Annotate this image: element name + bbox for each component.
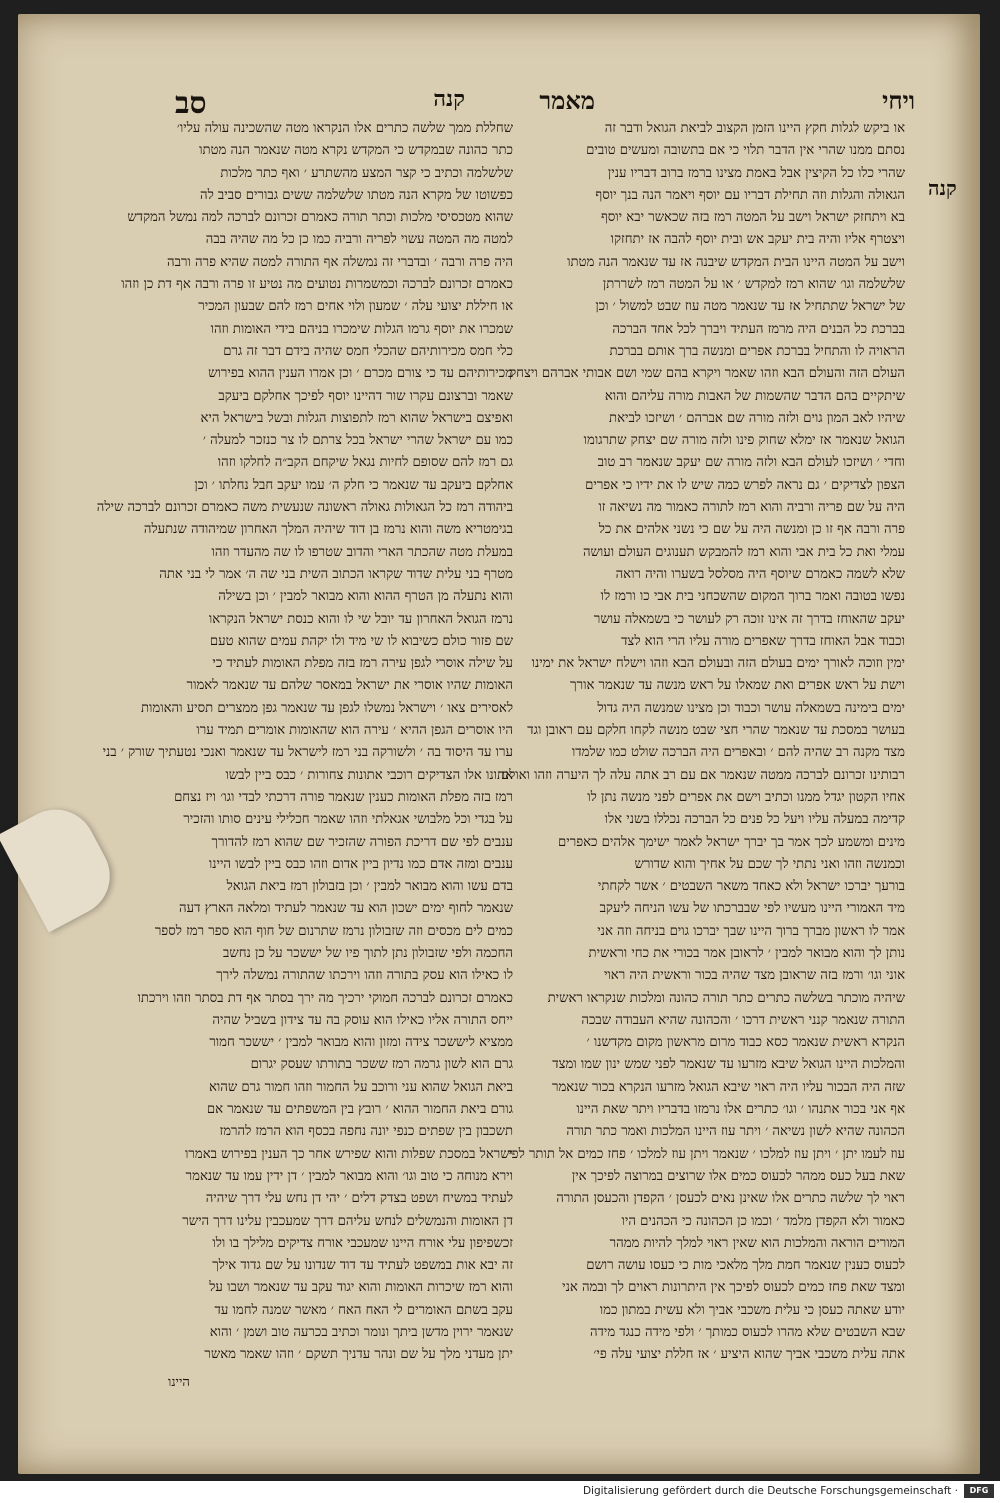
text-line: אתה עלית משכבי אביך שהוא היציע ׳ אז חללת יצועי עלה פי׳: [593, 1347, 905, 1363]
text-line: זה יבא אות במשפט לעתיד עד דוד שנדונו על שם גדוד אילך: [212, 1258, 513, 1274]
text-line: שאמר וברצונם עקרו שור דהיינו יוסף לפיכך אחלקם ביעקב: [218, 388, 513, 404]
catchword: היינו: [168, 1375, 190, 1390]
text-line: או חיללת יצועי עלה ׳ שמעון ולוי אחים רמז להם שבעון המכיר: [198, 299, 513, 315]
text-line: ואפיצם בישראל שהוא רמז לתפוצות הגלות ובשל בישראל היא: [200, 410, 513, 426]
text-line: תשכבון בין שפתים כנפי יונה נחפה בכסף הוא הרמז להרמז: [219, 1124, 513, 1140]
text-line: ראוי לך שלשה כתרים אלו שאינן נאים לכעסן ׳ הקפדן והכעסן התורה: [556, 1191, 905, 1207]
text-line: נותן לך והוא מבואר למבין ׳ לראובן אמר בכורי את כחי וראשית: [588, 945, 905, 961]
text-line: גרם הוא לשון גרמה רמז ששכר בתורתו שעסק יגרום: [250, 1057, 513, 1073]
margin-note: קנה: [928, 176, 957, 200]
text-line: כמו עם ישראל שהרי ישראל בכל צרתם לו צר כנזכר למעלה ׳: [202, 433, 513, 449]
text-line: עקב בשתם האומרים לי האח האח ׳ מאשר שמנה לחמו עד: [214, 1302, 513, 1318]
text-line: לאסירים צאו ׳ וישראל נמשלו לגפן עד שנאמר גפן ממצרים תסיע והאומות: [141, 700, 513, 716]
text-line: הנקרא ראשית שנאמר כסא כבוד מרום מראשון מקום מקדשנו ׳: [586, 1035, 905, 1051]
text-line: בדם עשו והוא מבואר למבין ׳ וכן בזבולון רמז ביאת הגואל: [226, 879, 513, 895]
text-line: נרמז הגואל האחרון עד יובל שי לו והוא כנסת ישראל הנקראו: [208, 611, 513, 627]
text-line: עוז לעמו יתן ׳ ויתן עוז למלכו ׳ שנאמר ויתן עוז למלכו ׳ פחז כמים אל תותר לפי: [508, 1146, 905, 1162]
text-line: יודע שאתה כעסן כי עלית משכבי אביך ולא עשית במתון כמו: [599, 1302, 905, 1318]
text-line: שיתקיים בהם הדבר שהשמות של האבות מורה עליהם והוא: [604, 388, 905, 404]
text-line: כאמרם זכרונם לברכה חמוקי ירכיך מה ירך בסתר אף דת בסתר וזהו וירכתו: [137, 990, 513, 1006]
text-line: עמלי ואת כל בית אבי והוא רמז להמבקש תענוגים העולם ועושה: [582, 544, 905, 560]
text-line: ייחס התורה אליו כאילו הוא עוסק בה עד צידון בשביל שהיה: [212, 1012, 513, 1028]
text-line: רבותינו זכרונם לברכה ממטה שנאמר אם עם רב אתה עלה לך היערה וזהו ואולם: [500, 767, 905, 783]
text-line: וכבוד אבל האוחז בדרך שאפרים מורה עליו הרי הוא לצד: [621, 633, 905, 649]
text-line: יעקב שהאוחז בדרך זה אינו זוכה רק לעושר כי בשמאלה עושר: [593, 611, 905, 627]
bookmark-tab: [0, 795, 124, 932]
text-line: כמים לים מכסים וזה שזבולון נרמז שתרנום של חוף הוא ספר רמז לספר: [154, 923, 513, 939]
text-line: מיד האמורי היינו מעשיו לפי שבברכתו של עשו הניחה ליעקב: [599, 901, 905, 917]
text-line: פרה ורבה אף זו כן ומנשה היה על שם כי נשני אלהים את כל: [598, 522, 905, 538]
text-line: או ביקש לגלות חקץ היינו הזמן הקצוב לביאת הגואל ודבר זה: [604, 121, 905, 136]
footer-bar: [0, 1481, 1000, 1503]
running-head-left: קנה: [433, 86, 465, 112]
text-line: כפשוטו של מקרא הנה מטתו שלשלמה ששים גבורים סביב לה: [199, 187, 513, 203]
text-line: והמלכות היינו הגואל שיבא מזרעו עד שנאמר לפני שמש ינון שמו ומצד: [552, 1057, 905, 1073]
text-line: וישב על המטה היינו הבית המקדש שיבנה אז עד שנאמר הנה מטתו: [567, 254, 905, 270]
text-line: שאת בעל כעס ממהר לכעוס כמים אלו שרוצים במרוצה לפיכך אין: [571, 1168, 905, 1184]
text-line: מטרף בני עלית שדוד שקראו הכתוב השית בני שה ה׳ אמר לי בני אתה: [159, 566, 513, 582]
text-line: אף אני בכור אתנהו ׳ וגו׳ כתרים אלו נרמזו בדבריו ויתר שאת היינו: [576, 1102, 905, 1118]
text-line: שבא השבטים שלא מהרו לכעוס כמותך ׳ ולפי מידה כנגד מידה: [589, 1325, 905, 1341]
text-line: של ישראל שתתחיל אז עד שנאמר מטה עוז שבט למשול ׳ וכן: [595, 299, 905, 315]
text-line: שיהיה מוכתר בשלשה כתרים כתר תורה כהונה ומלכות שנקראו ראשית: [547, 990, 905, 1006]
text-line: אחיו הקטון יגדל ממנו וכתיב וישם את אפרים לפני מנשה נתן לו: [587, 789, 905, 805]
text-line: דן האומות והנמשלים לנחש עליהם דרך שמעכבין עלינו דרך הישר: [182, 1213, 513, 1229]
text-line: ומצד שאת פחז כמים לכעוס לפיכך אין היתרונות ראוים לך ובמה אני: [562, 1280, 905, 1296]
text-line: שלשלמה וכתיב כי קצר המצע מהשתרע ׳ ואף כתר מלכות: [220, 165, 513, 181]
text-line: והוא רמז שיכרות האומות והוא יגוד עקב עד שנאמר ושבו על: [209, 1280, 513, 1296]
text-line: במעלת מטה שהכתר הארי והדוב שטרפו לו שה מהעדר וזהו: [211, 544, 513, 560]
text-line: קדימה במעלה עליו ויעל כל פנים כל הברכה נכללו בשני אלו: [604, 812, 905, 828]
text-line: שחללת ממך שלשה כתרים אלו הנקראו מטה שהשכינה עולה עליו׳: [176, 121, 513, 136]
text-line: כתר כהונה שבמקדש כי המקדש נקרא מטה שנאמר הנה מטתו: [199, 143, 513, 159]
text-line: גם רמז להם שסופם לחיות נגאל שיקחם הקב״ה לחלקו וזהו: [217, 455, 513, 471]
text-line: מצד מקנה רב שהיה להם ׳ ובאפרים היה הברכה שולט כמו שלמדו: [571, 745, 905, 761]
text-line: ביאת הגואל שהוא עני ורוכב על החמור וזהו חמור גרם שהוא: [209, 1079, 513, 1095]
text-line: שלא לשמה כאמרם שיוסף היה מסלסל בשערו והיה רואה: [615, 566, 905, 582]
text-line: ביהודה רמז כל הגאולות גאולה ראשונה שנעשית משה כאמרם זכרונם לברכה שילה: [96, 500, 513, 516]
text-line: המורים הוראה והמלכות הוא שאין ראוי למלך להיות ממהר: [609, 1235, 905, 1251]
text-line: על שילה אוסרי לגפן עירה רמז בזה מפלת האומות לעתיד כי: [212, 656, 513, 672]
text-line: בברכת כל הבנים היה מרמז העתיד ויברך לכל אחד הברכה: [612, 321, 905, 337]
text-line: שזה היה הבכור עליו היה ראוי שיבא הגואל מזרעו הנקרא בכור שנאמר: [552, 1079, 905, 1095]
text-line: שלשלמה וגו׳ שהוא רמז למקדש ׳ או על המטה רמז לשררתן: [602, 277, 905, 293]
text-line: ערו עד היסוד בה ׳ ולשורקה בני רמז לישראל עד שנאמר ואנכי נטעתיך שורק ׳ בני: [102, 745, 513, 761]
funding-credit: Digitalisierung gefördert durch die Deutsche Forschungsgemeinschaft ·: [582, 1485, 958, 1497]
running-head-right: ויחי: [882, 86, 915, 115]
text-line: אוני וגו׳ ורמז בזה שראובן מצד שהיה בכור וראשית היה ראוי: [603, 968, 905, 984]
page-header: [175, 86, 915, 120]
text-line: וירא מנוחה כי טוב וגו׳ והוא מבואר למבין ׳ דן ידין עמו עד שנאמר: [185, 1168, 513, 1184]
text-line: מינים ומשמע לכך אמר בך יברך ישראל לאמר ישימך אלהים כאפרים: [558, 834, 905, 850]
text-line: היה פרה ורבה ׳ ובדברי זה נמשלה אף התורה למטה שהיא פרה ורבה: [167, 254, 513, 270]
text-line: שם פזור כולם כשיבוא לו שי מיד ולו יקהת עמים שהוא טעם: [209, 633, 513, 649]
text-line: שנאמר ירוין מדשן ביתך ונומר וכתיב בכרעה טוב ושמן ׳ והוא: [209, 1325, 513, 1341]
text-line: מכירותיהם עד כי צורם מכרם ׳ וכן אמרו הענין ההוא בפירוש: [208, 366, 513, 382]
text-line: שיהיו לאב המון גוים ולזה מורה שם אברהם ׳ ושיזכו לביאת: [609, 410, 905, 426]
running-head-middle: מאמר: [539, 86, 595, 115]
text-line: אמר לו ראשון מברך ברוך היינו שבך יברכו גוים בניחה וזה אני: [597, 923, 905, 939]
text-line: ימים בימינה בשמאלה עושר וכבוד וכן מצינו שמנשה היה גדול: [597, 700, 905, 716]
text-line: ישראל במסכת שפלות והוא שפירש אחר כך הענין בפירוש באמרו: [185, 1146, 513, 1162]
text-line: כלי חמס מכירותיהם שהכלי חמס שהיה בידם דבר זה גרם: [223, 343, 513, 359]
text-line: הגואל שנאמר אז ימלא שחוק פינו ולזה מורה שם יצחק שתרגומו: [583, 433, 905, 449]
text-line: ימין וזוכה לאורך ימים בעולם הזה ובעולם הבא וזהו וישלח ישראל את ימינו: [531, 656, 905, 672]
text-line: היה על שם פריה ורביה והוא רמז לתורה כאמור מה נשיאה זו: [598, 500, 905, 516]
text-line: הראויה לו והתחיל בברכת אפרים ומנשה ברך אותם בברכת: [609, 343, 905, 359]
folio-number: סב: [175, 86, 207, 121]
text-line: יתן מעדני מלך על שם ונהר עדניך תשקם ׳ וזהו שאמר מאשר: [204, 1347, 513, 1363]
text-column-left: [96, 118, 513, 1367]
text-line: שהרי כלו כל הקיצין אבל באמת מצינו ברמז ברוב דבריו ענין: [607, 165, 905, 181]
text-line: הכהונה שהיא לשון נשיאה ׳ ויתר עוז היינו המלכות ואמר כתר תורה: [566, 1124, 905, 1140]
text-line: כאמרם זכרונם לברכה וכמשמרות נטועים מה נטיע זו פרה ורבה אף דת כן וזהו: [121, 277, 513, 293]
text-line: אחלקם ביעקב עד שנאמר כי חלק ה׳ עמו יעקב חבל נחלתו ׳ וכן: [194, 477, 513, 493]
text-line: לעתיד במשיח ושפט בצדק דלים ׳ יהי דן נחש עלי דרך שיהיה: [205, 1191, 513, 1207]
text-line: לו כאילו הוא עסק בתורה וזהו וירכתו שהתורה נמשלה לירך: [216, 968, 513, 984]
text-line: ויצטרף אליו והיה בית יעקב אש ובית יוסף להבה אז יתחזקו: [610, 232, 905, 248]
text-line: שנאמר לחוף ימים ישכון הוא עד שנאמר לעתיד ומלאה הארץ דעה: [179, 901, 513, 917]
text-line: וישת על ראש אפרים ואת שמאלו על ראש מנשה עד שנאמר אורך: [570, 678, 905, 694]
text-line: גורם ביאת החמור ההוא ׳ רובץ בין המשפתים עד שנאמר אם: [206, 1102, 513, 1118]
text-line: לכעוס כענין שנאמר חמת מלך מלאכי מות כי כעסו עושה רושם: [586, 1258, 905, 1274]
text-line: ענבים ומזה אדם כמו נדיון ביין אדום וזהו כבס ביין לבשו היינו: [208, 856, 513, 872]
dfg-logo: DFG: [964, 1484, 994, 1498]
text-line: כאמור ולא הקפדן מלמד ׳ וכמו כן הכהונה כי הכהנים היו: [621, 1213, 905, 1229]
text-line: וחדי ׳ ושיזכו לעולם הבא ולזה מורה שם יעקב שנאמר רב טוב: [597, 455, 905, 471]
text-line: אתונו אלו הצדיקים רוכבי אתונות צחורות ׳ כבס ביין לבשו: [225, 767, 513, 783]
text-line: והוא נתעלה מן הטרף ההוא והוא מבואר למבין ׳ וכן בשילה: [218, 589, 513, 605]
text-line: התורה שנאמר קנני ראשית דרכו ׳ והכהונה שהיא העבודה שבכה: [581, 1012, 905, 1028]
text-line: זכשפיפון עלי אורח היינו שמעכבי אורח צדיקים מלילך בו ולו: [212, 1235, 513, 1251]
text-line: על בגדי וכל מלבושי אגאלתי וזהו שאמר חכלילי עינים סותו והזכיר: [183, 812, 513, 828]
text-line: הצפון לצדיקים ׳ גם נראה לפרש כמה שיש לו את ידיו כי אפרים: [585, 477, 905, 493]
text-line: בא ויתחזק ישראל וישב על המטה רמז בזה שכאשר יבא יוסף: [600, 210, 905, 226]
text-line: האומות שהיו אוסרי את ישראל במאסר שלהם עד שנאמר לאמור: [186, 678, 513, 694]
text-column-right: [500, 118, 905, 1367]
text-line: שמכרו את יוסף גרמו הגלות שימכרו בניהם בידי האומות וזהו: [210, 321, 513, 337]
text-line: בגימטריא משה והוא נרמז בן דוד שיהיה המלך האחרון שמיהודה שנתעלה: [143, 522, 513, 538]
text-line: ממציא ליששכר צידה ומזון והוא מבואר למבין ׳ יששכר חמור: [209, 1035, 513, 1051]
text-line: ענבים לפי שם דריכת הפורה שהזכיר שם שהוא רמז להדורך: [211, 834, 513, 850]
text-line: החכמה ולפי שזבולון נתן לתוך פיו של יששכר על כן נחשב: [223, 945, 513, 961]
text-line: נסתם ממנו שהרי אין הדבר תלוי כי אם בתשובה ומעשים טובים: [586, 143, 905, 159]
text-line: היו אוסרים הגפן ההיא ׳ עירה הוא שהאומות אומרים תמיד ערו: [196, 723, 513, 739]
text-line: בורעך יברכו ישראל ולא כאחד משאר השבטים ׳ אשר לקחתי: [597, 879, 905, 895]
text-line: נפשו בטובה ואמר ברוך המקום שהשכחני בית אבי כו ורמז לו: [600, 589, 905, 605]
text-line: הגאולה והגלות וזה תחילת דבריו עם יוסף ויאמר הנה בנך יוסף: [595, 187, 905, 203]
text-line: רמז בזה מפלת האומות כענין שנאמר פורה דרכתי לבדי וגו׳ ויז נצחם: [174, 789, 513, 805]
text-line: שהוא מטכסיסי מלכות וכתר תורה כאמרם זכרונם לברכה למה נמשל המקדש: [127, 210, 513, 226]
text-line: בעושר במסכת עד שנאמר שהרי חצי שבט מנשה לקחו חלקם עם ראובן וגד: [527, 723, 905, 739]
text-line: למטה מה המטה עשוי לפריה ורביה כמו כן כל מה שהיה בבה: [205, 232, 513, 248]
text-line: העולם הזה והעולם הבא וזהו שאמר ויקרא בהם שמי ושם אבותי אברהם ויצחק: [509, 366, 905, 382]
text-line: וכמנשה וזהו ואני נתתי לך שכם על אחיך והוא שדורש: [634, 856, 905, 872]
